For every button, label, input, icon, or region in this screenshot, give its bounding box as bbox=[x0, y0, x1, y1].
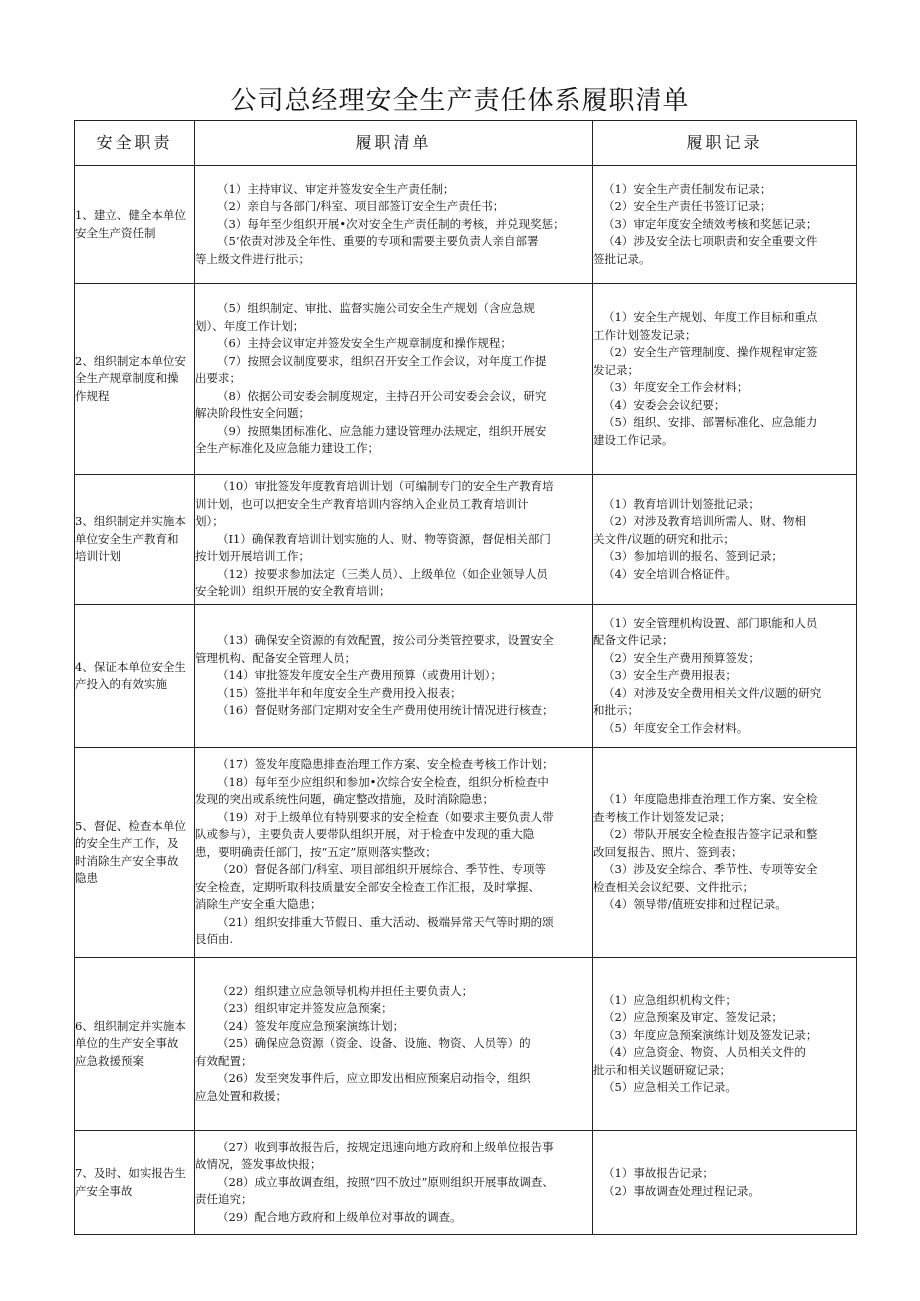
cell-line: （19）对于上级单位有特别要求的安全检查（如要求主要负责人带 bbox=[217, 809, 554, 824]
cell-line: （1）教育培训计划签批记录； bbox=[603, 496, 760, 511]
cell-line: （3）涉及安全综合、季节性、专项等安全 bbox=[603, 862, 818, 877]
cell-line: （20）督促各部门/科室、项目部组织开展综合、季节性、专项等 bbox=[217, 862, 547, 877]
cell-line: 和批示； bbox=[593, 703, 639, 718]
duty-cell bbox=[75, 1131, 195, 1235]
cell-line: （13）确保安全资源的有效配置，按公司分类管控要求，设置安全 bbox=[217, 633, 554, 648]
cell-line: （3）年度应急预案演练计划及签发记录； bbox=[603, 1027, 818, 1042]
cell-line: （3）参加培训的报名、签到记录； bbox=[603, 549, 783, 564]
table-row bbox=[75, 475, 857, 605]
cell-line: （4）对涉及安全费用相关文件/议题的研究 bbox=[603, 685, 822, 700]
cell-line: （5）应急相关工作记录。 bbox=[603, 1080, 737, 1094]
cell-line: 时消除生产安全事故 bbox=[75, 853, 179, 868]
duty-cell bbox=[75, 748, 195, 958]
cell-line: 划）； bbox=[195, 514, 224, 529]
cell-line: 按计划开展培训工作； bbox=[195, 549, 310, 564]
cell-line: （27）收到事故报告后，按规定迅速向地方政府和上级单位报告事 bbox=[217, 1139, 554, 1154]
cell-line: 划）、年度工作计划； bbox=[195, 318, 305, 333]
cell-line: 艮佰由. bbox=[195, 932, 234, 947]
cell-line: （1）事故报告记录； bbox=[603, 1166, 714, 1180]
cell-line: 发记录； bbox=[593, 362, 639, 377]
cell-line: 改回复报告、照片、签到表； bbox=[593, 844, 743, 859]
cell-line: （1）主持审议、审定并签发安全生产责任制； bbox=[217, 181, 455, 196]
cell-line: （2）安全生产责任书签订记录； bbox=[603, 199, 772, 214]
cell-line: （3）安全生产费用报表； bbox=[603, 668, 737, 683]
table-row bbox=[75, 748, 857, 958]
cell-line: 全生产标准化及应急能力建设工作； bbox=[195, 441, 379, 456]
cell-line: 单位安全生产教育和 bbox=[75, 531, 179, 546]
cell-line: （5’依责对涉及全年性、重要的专项和需要主要负责人亲自部署 bbox=[217, 234, 539, 249]
cell-line: 有效配置； bbox=[195, 1053, 253, 1068]
cell-line: 5、督促、检查本单位 bbox=[75, 818, 186, 833]
cell-line: （26）发至突发事件后，应立即发出相应预案启动指令，组织 bbox=[217, 1071, 531, 1086]
cell-line: （7）按照会议制度要求，组织召开安全工作会议，对年度工作提 bbox=[217, 353, 547, 368]
cell-line: 安全生产资任制 bbox=[75, 225, 156, 240]
table-row bbox=[75, 166, 857, 284]
cell-line: （4）安全培训合格证件。 bbox=[603, 566, 737, 581]
cell-line: （4）涉及安全法七项职责和安全重要文件 bbox=[603, 234, 818, 249]
cell-line: 训计划，也可以把安全生产教育培训内容纳入企业员工教育培训计 bbox=[195, 496, 529, 511]
cell-line: （24）签发年度应急预案演练计划； bbox=[217, 1018, 405, 1033]
cell-line: （1）年度隐患排查治理工作方案、安全检 bbox=[603, 792, 818, 807]
cell-line: （2）应急预案及审定、签发记录； bbox=[603, 1010, 783, 1024]
cell-line: 的安全生产工作，及 bbox=[75, 836, 179, 850]
duty-record-cell bbox=[593, 166, 857, 284]
cell-line: 患，要明确责任部门，按“五定”原则落实整改； bbox=[195, 844, 437, 859]
cell-line: （5）组织制定、审批、监督实施公司安全生产规划（含应急规 bbox=[217, 301, 535, 316]
duty-table bbox=[74, 120, 857, 1235]
header-row bbox=[75, 121, 857, 166]
cell-line: （8）依据公司安委会制度规定，主持召开公司安委会会议，研究 bbox=[217, 388, 547, 403]
cell-line: 查考核工作计划签发记录； bbox=[593, 809, 731, 824]
cell-line: （25）确保应急资源（资金、设备、设施、物资、人员等）的 bbox=[217, 1036, 531, 1051]
cell-line: 4、保证本单位安全生 bbox=[75, 659, 186, 674]
cell-line: （12）按要求参加法定（三类人员）、上级单位（如企业领导人员 bbox=[217, 566, 548, 581]
duty-record-cell bbox=[593, 284, 857, 475]
duty-cell bbox=[75, 475, 195, 605]
header-list: 履职清单 bbox=[195, 121, 593, 166]
duty-list-cell bbox=[195, 1131, 593, 1235]
cell-line: （2）亲自与各部门/科室、项目部签订安全生产责任书； bbox=[217, 199, 505, 214]
cell-line: 解决阶段性安全问题； bbox=[195, 406, 310, 421]
cell-line: 故情况，签发事故快报； bbox=[195, 1157, 322, 1172]
cell-line: 应急处置和救援； bbox=[195, 1088, 287, 1103]
cell-line: 检查相关会议纪要、文件批示； bbox=[593, 879, 754, 894]
cell-line: （21）组织安排重大节假日、重大活动、极端异常天气等时期的颂 bbox=[217, 914, 554, 929]
cell-line: （2）安全生产管理制度、操作规程审定签 bbox=[603, 345, 818, 359]
cell-line: 安全轮训）组织开展的安全教育培训； bbox=[195, 584, 391, 599]
cell-line: （2）带队开展安全检查报告签字记录和整 bbox=[603, 827, 818, 842]
cell-line: （16）督促财务部门定期对安全生产费用使用统计情况进行核查； bbox=[217, 703, 554, 718]
cell-line: （18）每年至少应组织和参加•次综合安全检查，组织分析检查中 bbox=[217, 774, 549, 789]
duty-cell bbox=[75, 284, 195, 475]
cell-line: （17）签发年度隐患排查治理工作方案、安全检查考核工作计划； bbox=[217, 757, 554, 772]
cell-line: （14）审批签发年度安全生产费用预算（或费用计划）； bbox=[217, 668, 502, 683]
cell-line: （1）安全生产规划、年度工作目标和重点 bbox=[603, 310, 818, 324]
cell-line: 作规程 bbox=[75, 388, 110, 403]
cell-line: （3）审定年度安全绩效考核和奖惩记录； bbox=[603, 216, 818, 231]
cell-line: 隐患 bbox=[75, 871, 98, 885]
cell-line: （4）领导带/值班安排和过程记录。 bbox=[603, 897, 787, 912]
cell-line: 培训计划 bbox=[75, 549, 121, 564]
cell-line: （4）应急资金、物资、人员相关文件的 bbox=[603, 1045, 806, 1059]
duty-list-cell bbox=[195, 958, 593, 1131]
cell-line: （2）对涉及教育培训所需人、财、物相 bbox=[603, 514, 806, 529]
cell-line: （3）每年至少组织开展•次对安全生产责任制的考核，并兑现奖惩； bbox=[217, 216, 565, 231]
cell-line: （23）组织审定并签发应急预案； bbox=[217, 1001, 393, 1016]
cell-line: 应急救援预案 bbox=[75, 1053, 144, 1068]
duty-cell bbox=[75, 166, 195, 284]
table-row bbox=[75, 1131, 857, 1235]
cell-line: 出要求； bbox=[195, 371, 241, 386]
cell-line: （2）安全生产费用预算签发； bbox=[603, 650, 760, 665]
cell-line: （29）配合地方政府和上级单位对事故的调查。 bbox=[217, 1209, 462, 1224]
cell-line: （15）签批半年和年度安全生产费用投入报表； bbox=[217, 685, 462, 700]
table-row bbox=[75, 958, 857, 1131]
page-title: 公司总经理安全生产责任体系履职清单 bbox=[230, 86, 690, 116]
cell-line: 关文件/议题的研究和批示； bbox=[593, 531, 735, 546]
cell-line: 单位的生产安全事故 bbox=[75, 1036, 179, 1051]
cell-line: （6）主持会议审定并签发安全生产规章制度和操作规程； bbox=[217, 336, 512, 351]
duty-list-cell bbox=[195, 166, 593, 284]
cell-line: （4）安委会会议纪要； bbox=[603, 397, 726, 412]
cell-line: 全生产规章制度和操 bbox=[75, 371, 179, 386]
duty-record-cell bbox=[593, 748, 857, 958]
header-record: 履职记录 bbox=[593, 121, 857, 166]
cell-line: （1）应急组织机构文件； bbox=[603, 992, 737, 1007]
cell-line: （10）审批签发年度教育培训计划（可编制专门的安全生产教育培 bbox=[217, 479, 554, 494]
duty-cell bbox=[75, 605, 195, 748]
cell-line: 产投入的有效实施 bbox=[75, 677, 167, 691]
cell-line: 建设工作记录。 bbox=[593, 432, 674, 447]
cell-line: 消除生产安全重大隐患； bbox=[195, 897, 322, 912]
cell-line: 7、及时、如实报告生 bbox=[75, 1166, 186, 1180]
duty-record-cell bbox=[593, 1131, 857, 1235]
cell-line: 等上级文件进行批示； bbox=[195, 251, 310, 266]
duty-record-cell bbox=[593, 605, 857, 748]
cell-line: （3）年度安全工作会材料； bbox=[603, 380, 749, 394]
cell-line: （1）安全生产责任制发布记录； bbox=[603, 181, 772, 196]
cell-line: （5）年度安全工作会材料。 bbox=[603, 720, 749, 735]
cell-line: （28）成立事故调查组，按照“四不放过”原则组织开展事故调查、 bbox=[217, 1174, 554, 1189]
cell-line: 2、组织制定本单位安 bbox=[75, 353, 186, 368]
duty-list-cell bbox=[195, 475, 593, 605]
cell-line: 工作计划签发记录； bbox=[593, 327, 697, 342]
duty-list-cell bbox=[195, 284, 593, 475]
duty-record-cell bbox=[593, 475, 857, 605]
cell-line: 1、建立、健全本单位 bbox=[75, 208, 186, 222]
cell-line: 发现的突出或系统性问题，确定整改措施，及时消除隐患； bbox=[195, 792, 494, 807]
cell-line: 管理机构、配备安全管理人员； bbox=[195, 650, 356, 665]
duty-list-cell bbox=[195, 748, 593, 958]
cell-line: 3、组织制定并实施本 bbox=[75, 514, 186, 529]
cell-line: （22）组织建立应急领导机构并担任主要负责人； bbox=[217, 983, 474, 998]
table-row bbox=[75, 605, 857, 748]
header-duty: 安全职责 bbox=[75, 121, 195, 166]
cell-line: 6、组织制定并实施本 bbox=[75, 1018, 186, 1033]
cell-line: 队或参与），主要负责人要带队组织开展，对于检查中发现的重大隐 bbox=[195, 827, 535, 842]
table-row bbox=[75, 284, 857, 475]
cell-line: （2）事故调查处理过程记录。 bbox=[603, 1183, 760, 1198]
duty-list-cell bbox=[195, 605, 593, 748]
cell-line: 产安全事故 bbox=[75, 1183, 133, 1198]
cell-line: （5）组织、安排、部署标准化、应急能力 bbox=[603, 415, 818, 429]
duty-cell bbox=[75, 958, 195, 1131]
cell-line: 责任追究； bbox=[195, 1192, 253, 1207]
duty-record-cell bbox=[593, 958, 857, 1131]
cell-line: （1）安全管理机构设置、部门职能和人员 bbox=[603, 615, 818, 630]
cell-line: 批示和相关议题研窥记录； bbox=[593, 1062, 731, 1077]
cell-line: （I1）确保教育培训计划实施的人、财、物等资源，督促相关部门 bbox=[217, 531, 551, 546]
cell-line: 签批记录。 bbox=[593, 251, 651, 266]
cell-line: 安全检查，定期听取科技质量安全部安全检查工作汇报，及时掌握、 bbox=[195, 879, 540, 894]
cell-line: （9）按照集团标准化、应急能力建设管理办法规定，组织开展安 bbox=[217, 423, 547, 438]
cell-line: 配备文件记录； bbox=[593, 633, 674, 648]
